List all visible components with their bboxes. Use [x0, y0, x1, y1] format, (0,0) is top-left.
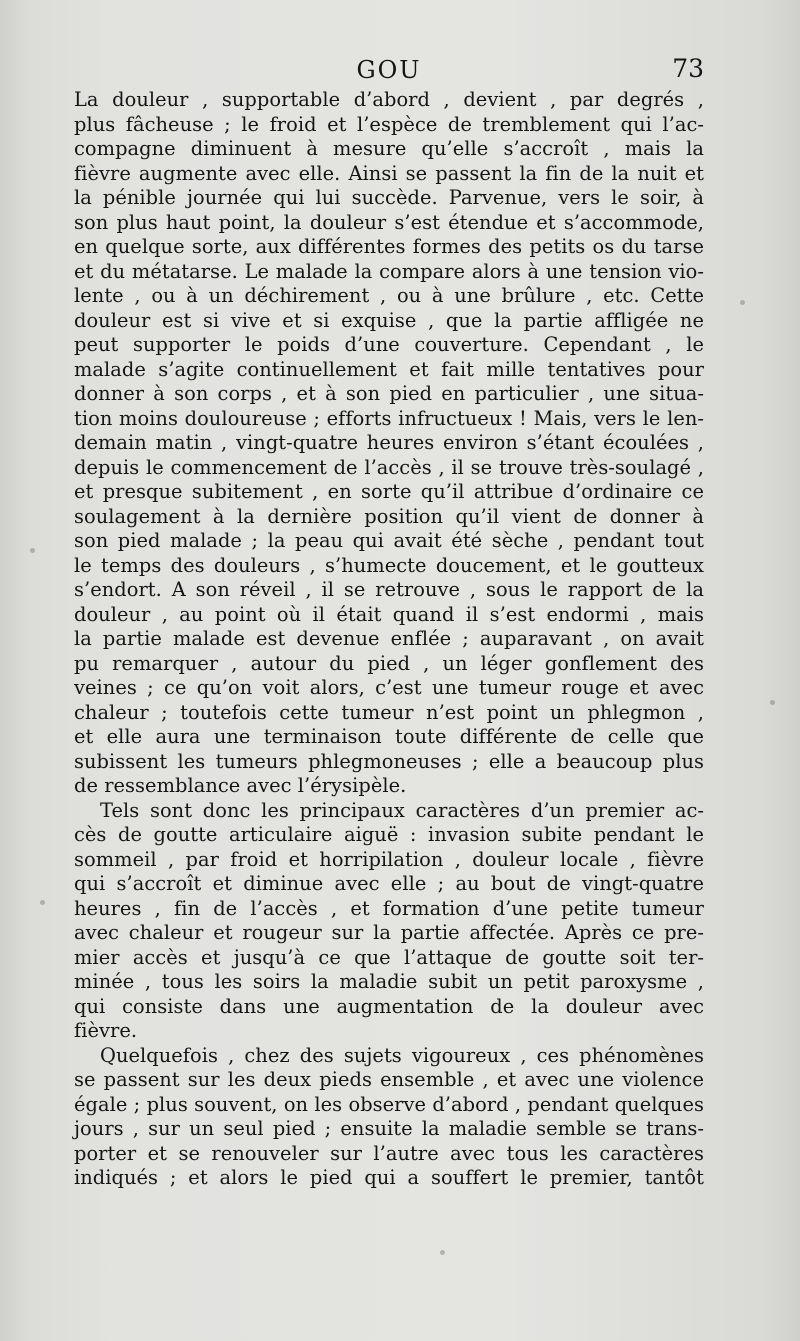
body-text — [74, 88, 704, 1191]
text-line: la partie malade est devenue enflée ; auparavant , on avait — [74, 627, 704, 650]
text-line: fièvre. — [74, 1019, 138, 1042]
text-line: avec chaleur et rougeur sur la partie affectée. Après ce pre- — [74, 921, 704, 944]
text-line: son plus haut point, la douleur s’est étendue et s’accommode, — [74, 210, 704, 234]
paper-blemish — [30, 548, 35, 553]
text-line: Quelquefois , chez des sujets vigoureux , ces phénomènes — [100, 1043, 704, 1067]
text-line: malade s’agite continuellement et fait mille tentatives pour — [74, 357, 704, 381]
text-line: douleur , au point où il était quand il s’est endormi , mais — [74, 602, 704, 626]
text-line: qui s’accroît et diminue avec elle ; au bout de vingt-quatre — [74, 872, 704, 895]
text-line: minée , tous les soirs la maladie subit un petit paroxysme , — [74, 970, 704, 993]
text-line: douleur est si vive et si exquise , que la partie affligée ne — [74, 308, 704, 332]
text-line: tion moins douloureuse ; efforts infructueux ! Mais, vers le len- — [74, 406, 704, 430]
text-line: fièvre augmente avec elle. Ainsi se passent la fin de la nuit et — [74, 161, 704, 185]
text-line: le temps des douleurs , s’humecte doucement, et le goutteux — [74, 553, 704, 577]
text-line: demain matin , vingt-quatre heures environ s’étant écoulées , — [74, 431, 704, 454]
paper-blemish — [40, 900, 45, 905]
paragraph — [74, 88, 704, 799]
paper-blemish — [740, 300, 745, 305]
paper-blemish — [440, 1250, 445, 1255]
text-line: sommeil , par froid et horripilation , douleur locale , fièvre — [74, 847, 704, 871]
text-line: subissent les tumeurs phlegmoneuses ; elle a beaucoup plus — [74, 749, 704, 773]
text-line: de ressemblance avec l’érysipèle. — [74, 774, 407, 797]
text-line: indiqués ; et alors le pied qui a souffert le premier, tantôt — [74, 1166, 704, 1189]
paper-blemish — [770, 700, 775, 705]
running-head: GOU — [356, 56, 422, 84]
text-line: donner à son corps , et à son pied en particulier , une situa- — [74, 382, 704, 405]
text-line: son pied malade ; la peau qui avait été sèche , pendant tout — [74, 529, 704, 552]
text-line: peut supporter le poids d’une couverture. Cependant , le — [74, 333, 704, 356]
text-line: égale ; plus souvent, on les observe d’abord , pendant quelques — [74, 1092, 704, 1116]
text-line: chaleur ; toutefois cette tumeur n’est point un phlegmon , — [74, 700, 704, 724]
text-line: depuis le commencement de l’accès , il se trouve très-soulagé , — [74, 455, 704, 479]
text-line: en quelque sorte, aux différentes formes des petits os du tarse — [74, 235, 704, 258]
text-line: veines ; ce qu’on voit alors, c’est une tumeur rouge et avec — [74, 676, 704, 699]
text-line: jours , sur un seul pied ; ensuite la maladie semble se trans- — [74, 1117, 704, 1140]
text-line: et du métatarse. Le malade la compare alors à une tension vio- — [74, 259, 704, 283]
text-line: et presque subitement , en sorte qu’il attribue d’ordinaire ce — [74, 480, 704, 503]
text-line: pu remarquer , autour du pied , un léger gonflement des — [74, 651, 704, 675]
text-line: qui consiste dans une augmentation de la douleur avec — [74, 994, 704, 1018]
text-line: lente , ou à un déchirement , ou à une brûlure , etc. Cette — [74, 284, 704, 307]
text-line: porter et se renouveler sur l’autre avec tous les caractères — [74, 1141, 704, 1165]
text-line: compagne diminuent à mesure qu’elle s’accroît , mais la — [74, 137, 704, 160]
text-line: mier accès et jusqu’à ce que l’attaque de goutte soit ter- — [74, 945, 704, 969]
text-line: se passent sur les deux pieds ensemble , et avec une violence — [74, 1068, 704, 1091]
text-line: plus fâcheuse ; le froid et l’espèce de tremblement qui l’ac- — [74, 112, 704, 136]
paragraph — [74, 1044, 704, 1191]
paragraph — [74, 799, 704, 1044]
text-line: et elle aura une terminaison toute différente de celle que — [74, 725, 704, 748]
text-line: La douleur , supportable d’abord , devient , par degrés , — [74, 88, 704, 111]
text-line: cès de goutte articulaire aiguë : invasion subite pendant le — [74, 823, 704, 846]
text-line: soulagement à la dernière position qu’il vient de donner à — [74, 504, 704, 528]
text-line: la pénible journée qui lui succède. Parvenue, vers le soir, à — [74, 186, 704, 209]
text-line: s’endort. A son réveil , il se retrouve , sous le rapport de la — [74, 578, 704, 601]
text-line: heures , fin de l’accès , et formation d’une petite tumeur — [74, 896, 704, 920]
text-line: Tels sont donc les principaux caractères d’un premier ac- — [100, 798, 704, 822]
page-number: 73 — [672, 54, 704, 83]
page-header — [74, 52, 704, 92]
